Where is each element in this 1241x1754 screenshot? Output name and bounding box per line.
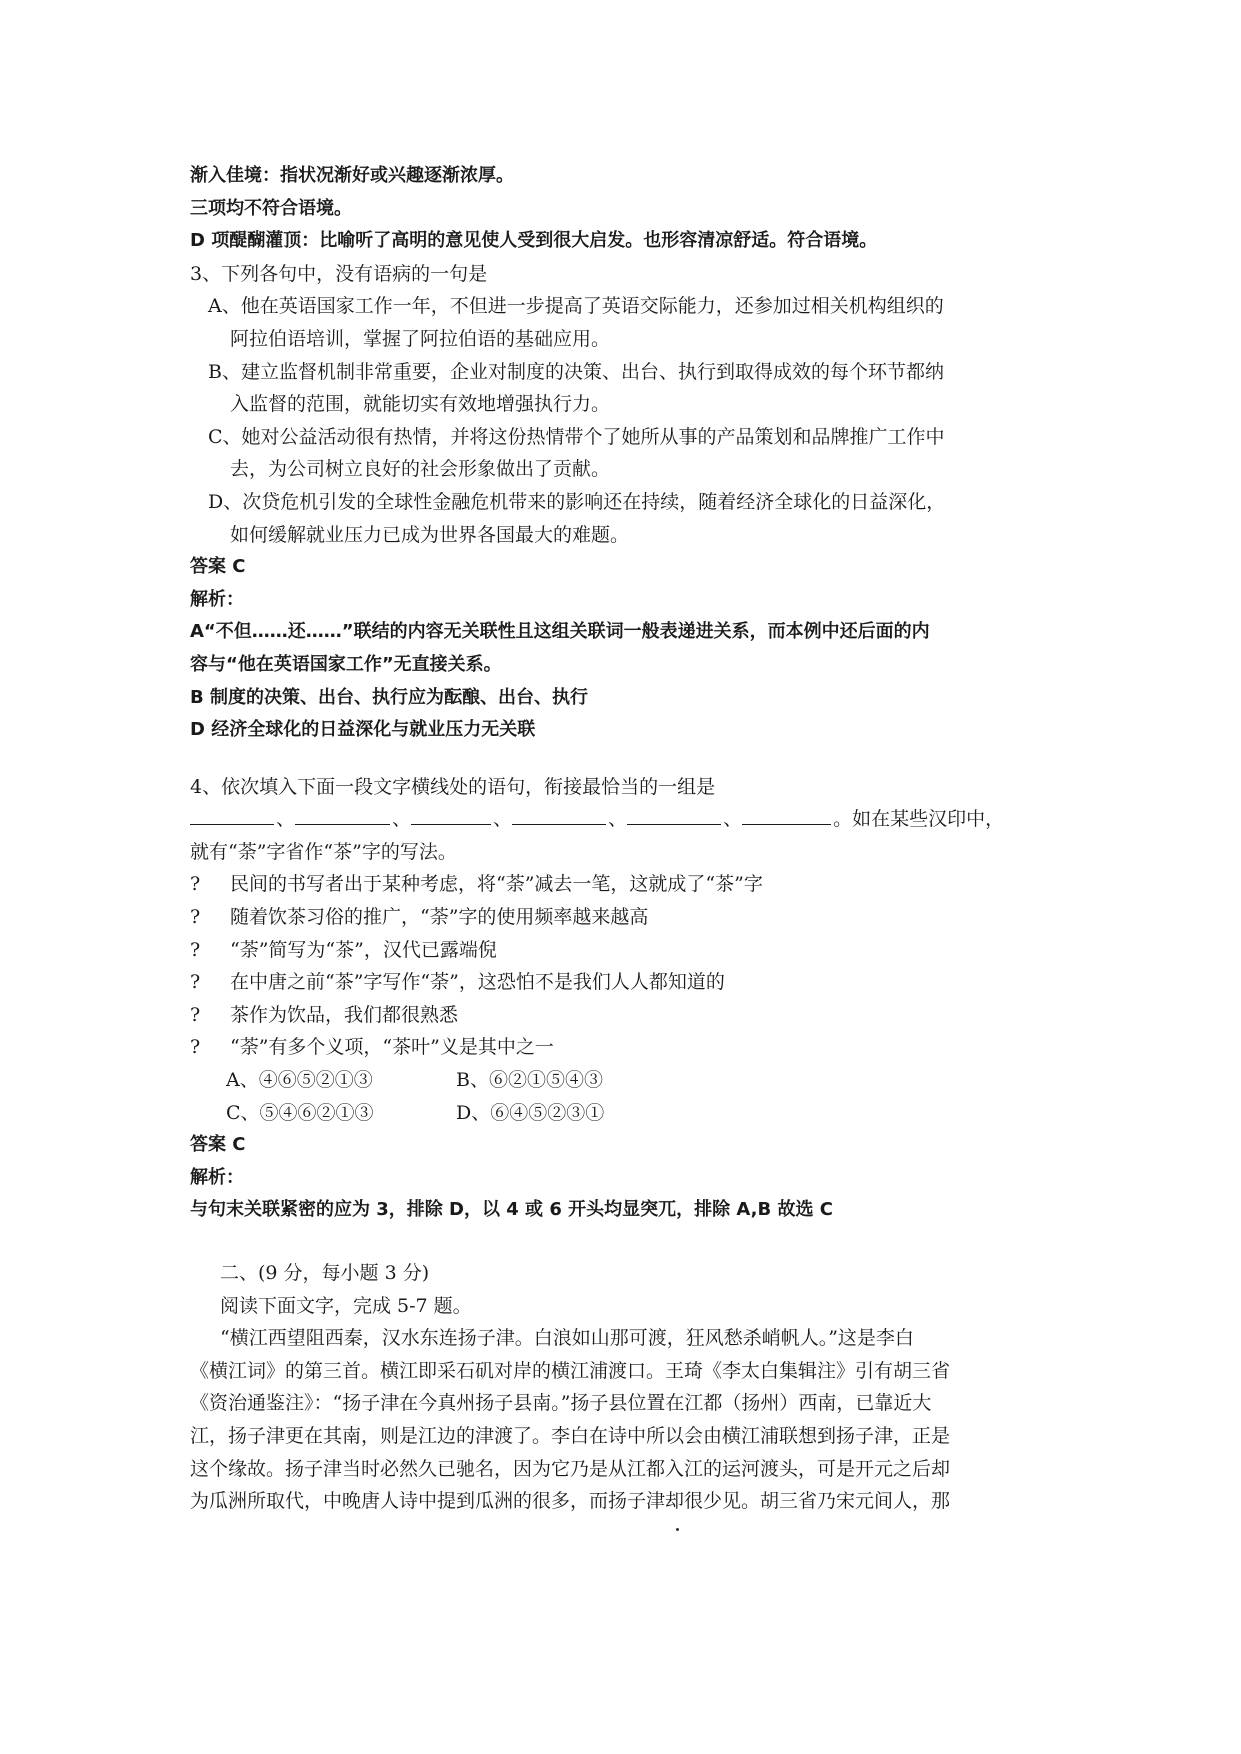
q3-option-c-cont: 去，为公司树立良好的社会形象做出了贡献。: [230, 458, 611, 481]
section-2-instructions: 阅读下面文字，完成 5-7 题。: [220, 1294, 472, 1317]
question-4-stem: 4、依次填入下面一段文字横线处的语句，衔接最恰当的一组是: [190, 775, 716, 798]
item-text: 茶作为饮品，我们都很熟悉: [230, 1003, 459, 1026]
q4-analysis-line: 与句末关联紧密的应为 3，排除 D，以 4 或 6 开头均显突兀，排除 A,B 故选 C: [190, 1199, 833, 1221]
q3-option-b: B、建立监督机制非常重要，企业对制度的决策、出台、执行到取得成效的每个环节都纳: [208, 360, 944, 383]
q3-analysis-line: 容与“他在英语国家工作”无直接关系。: [190, 653, 502, 675]
q4-choices-row: [190, 1064, 1070, 1097]
q3-option-c: C、她对公益活动很有热情，并将这份热情带个了她所从事的产品策划和品牌推广工作中: [208, 425, 945, 448]
item-marker: ?: [190, 1036, 201, 1059]
item-text: 随着饮茶习俗的推广，“荼”字的使用频率越来越高: [230, 906, 649, 929]
q3-analysis-line: D 经济全球化的日益深化与就业压力无关联: [190, 719, 536, 741]
blank-separator: 、: [723, 808, 743, 831]
answer-blank: [190, 823, 274, 825]
q4-sentence-item: [190, 868, 1070, 901]
stray-mark: [676, 1528, 679, 1531]
q4-stem-cont: 就有“荼”字省作“茶”字的写法。: [190, 840, 457, 863]
q4-choice-d: D、⑥④⑤②③①: [456, 1101, 605, 1124]
q4-blanks-line: [190, 803, 1070, 836]
q3-option-a: A、他在英语国家工作一年，不但进一步提高了英语交际能力，还参加过相关机构组织的: [208, 295, 944, 318]
q3-option-a-cont: 阿拉伯语培训，掌握了阿拉伯语的基础应用。: [230, 327, 611, 350]
q4-choice-a: A、④⑥⑤②①③: [226, 1069, 373, 1092]
q4-answer: 答案 C: [190, 1134, 246, 1156]
item-text: 在中唐之前“茶”字写作“荼”，这恐怕不是我们人人都知道的: [230, 971, 725, 994]
answer-blank: [295, 823, 390, 825]
spacer: [190, 1227, 1070, 1257]
q3-answer: 答案 C: [190, 556, 246, 578]
item-marker: ?: [190, 971, 201, 994]
explain-line: 渐入佳境：指状况渐好或兴趣逐渐浓厚。: [190, 165, 514, 186]
q3-analysis-label: 解析：: [190, 588, 244, 610]
q4-analysis-label: 解析：: [190, 1166, 244, 1188]
section-2-heading: 二、(9 分，每小题 3 分): [220, 1262, 430, 1284]
q4-sentence-item: [190, 934, 1070, 967]
spacer: [190, 747, 1070, 771]
q4-choice-c: C、⑤④⑥②①③: [226, 1101, 374, 1124]
q4-sentence-item: [190, 1031, 1070, 1064]
passage-line: 《资治通鉴注》：“扬子津在今真州扬子县南。”扬子县位置在江都（扬州）西南，已靠近大: [190, 1392, 932, 1415]
q3-analysis-line: B 制度的决策、出台、执行应为酝酿、出台、执行: [190, 686, 588, 708]
q4-sentence-item: [190, 999, 1070, 1032]
blank-separator: 、: [392, 808, 412, 831]
blank-separator: 、: [276, 808, 296, 831]
answer-blank: [411, 823, 491, 825]
blank-separator: 、: [493, 808, 513, 831]
item-marker: ?: [190, 1003, 201, 1026]
q4-choices-row: [190, 1097, 1070, 1130]
q3-option-d: D、次贷危机引发的全球性金融危机带来的影响还在持续，随着经济全球化的日益深化，: [208, 490, 946, 513]
item-text: 民间的书写者出于某种考虑，将“荼”减去一笔，这就成了“茶”字: [230, 873, 763, 896]
q3-analysis-line: A“不但……还……”联结的内容无关联性且这组关联词一般表递进关系，而本例中还后面的内: [190, 621, 930, 643]
explain-line: D 项醍醐灌顶：比喻听了高明的意见使人受到很大启发。也形容清凉舒适。符合语境。: [190, 230, 878, 252]
passage-line: 这个缘故。扬子津当时必然久已驰名，因为它乃是从江都入江的运河渡头，可是开元之后却: [190, 1457, 951, 1480]
document-body: [190, 160, 1070, 1518]
passage-line: “横江西望阻西秦，汉水东连扬子津。白浪如山那可渡，狂风愁杀峭帆人。”这是李白: [220, 1327, 914, 1350]
passage-line: 《横江词》的第三首。横江即采石矶对岸的横江浦渡口。王琦《李太白集辑注》引有胡三省: [190, 1359, 951, 1382]
question-3-stem: 3、下列各句中，没有语病的一句是: [190, 262, 488, 285]
blank-separator: 、: [608, 808, 628, 831]
q3-option-d-cont: 如何缓解就业压力已成为世界各国最大的难题。: [230, 523, 630, 546]
answer-blank: [742, 823, 831, 825]
item-marker: ?: [190, 906, 201, 929]
passage-line: 为瓜洲所取代，中晚唐人诗中提到瓜洲的很多，而扬子津却很少见。胡三省乃宋元间人，那: [190, 1490, 951, 1513]
item-text: “荼”有多个义项，“茶叶”义是其中之一: [230, 1036, 554, 1059]
item-marker: ?: [190, 873, 201, 896]
q4-blanks-tail: 。如在某些汉印中，: [833, 808, 1005, 831]
item-text: “荼”简写为“茶”，汉代已露端倪: [230, 938, 497, 961]
item-marker: ?: [190, 938, 201, 961]
passage-line: 江，扬子津更在其南，则是江边的津渡了。李白在诗中所以会由横江浦联想到扬子津，正是: [190, 1424, 951, 1447]
answer-blank: [512, 823, 606, 825]
q3-option-b-cont: 入监督的范围，就能切实有效地增强执行力。: [230, 393, 611, 416]
q4-sentence-item: [190, 901, 1070, 934]
answer-blank: [627, 823, 721, 825]
q4-sentence-item: [190, 966, 1070, 999]
explain-line: 三项均不符合语境。: [190, 197, 352, 219]
q4-choice-b: B、⑥②①⑤④③: [456, 1069, 603, 1092]
